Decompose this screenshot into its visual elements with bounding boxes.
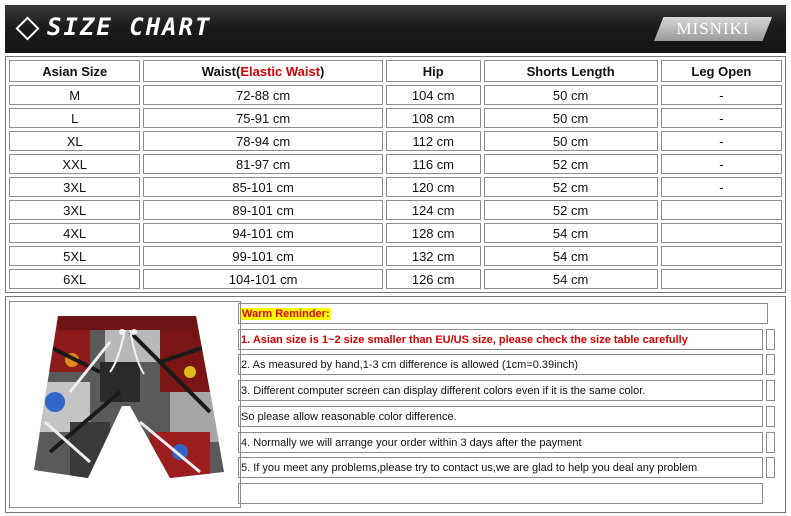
cell-length: 50 cm	[484, 108, 658, 128]
size-table	[5, 56, 786, 293]
header-waist	[143, 60, 382, 82]
reminder-item-text: 3. Different computer screen can display different colors even if it is the same color.	[241, 385, 646, 397]
cell-hip: 104 cm	[386, 85, 481, 105]
cell-waist: 81-97 cm	[143, 154, 382, 174]
cell-hip: 108 cm	[386, 108, 481, 128]
table-row	[9, 200, 782, 220]
table-row	[9, 131, 782, 151]
header-waist-elastic: Elastic Waist	[240, 63, 321, 79]
header-leg-open: Leg Open	[661, 60, 782, 82]
reminder-side-cell	[766, 432, 775, 453]
header-asian-size: Asian Size	[9, 60, 140, 82]
cell-waist: 89-101 cm	[143, 200, 382, 220]
cell-waist: 99-101 cm	[143, 246, 382, 266]
reminder-title: Warm Reminder:	[242, 308, 330, 320]
cell-waist: 94-101 cm	[143, 223, 382, 243]
cell-waist: 104-101 cm	[143, 269, 382, 289]
reminder-header-row	[238, 303, 768, 324]
reminder-item	[238, 354, 763, 375]
header-hip: Hip	[386, 60, 481, 82]
cell-leg-open	[661, 200, 782, 220]
brand-name: MISNIKI	[676, 19, 750, 38]
reminder-item	[238, 406, 763, 427]
reminder-item	[238, 432, 763, 453]
reminder-side-cell	[766, 354, 775, 375]
cell-waist: 85-101 cm	[143, 177, 382, 197]
table-row	[9, 269, 782, 289]
reminder-side-cell	[766, 457, 775, 478]
cell-length: 50 cm	[484, 85, 658, 105]
header-bar	[5, 5, 786, 53]
cell-hip: 132 cm	[386, 246, 481, 266]
cell-hip: 116 cm	[386, 154, 481, 174]
reminder-side-cell	[766, 380, 775, 401]
page-title: SIZE CHART	[47, 13, 212, 41]
cell-leg-open: -	[661, 108, 782, 128]
cell-leg-open: -	[661, 131, 782, 151]
product-photo	[9, 301, 241, 508]
cell-hip: 124 cm	[386, 200, 481, 220]
cell-size: 5XL	[9, 246, 140, 266]
cell-size: 6XL	[9, 269, 140, 289]
cell-hip: 120 cm	[386, 177, 481, 197]
cell-hip: 112 cm	[386, 131, 481, 151]
cell-waist: 78-94 cm	[143, 131, 382, 151]
cell-leg-open: -	[661, 154, 782, 174]
cell-leg-open	[661, 269, 782, 289]
printed-board-shorts-icon	[10, 302, 240, 507]
cell-size: XL	[9, 131, 140, 151]
diamond-icon	[15, 16, 39, 40]
header-shorts-length: Shorts Length	[484, 60, 658, 82]
table-row	[9, 154, 782, 174]
cell-length: 54 cm	[484, 246, 658, 266]
cell-hip: 128 cm	[386, 223, 481, 243]
cell-length: 50 cm	[484, 131, 658, 151]
cell-size: 3XL	[9, 177, 140, 197]
cell-size: L	[9, 108, 140, 128]
cell-length: 52 cm	[484, 154, 658, 174]
header-waist-suffix: )	[320, 63, 325, 79]
reminder-item	[238, 329, 763, 350]
cell-length: 52 cm	[484, 177, 658, 197]
cell-size: M	[9, 85, 140, 105]
cell-waist: 75-91 cm	[143, 108, 382, 128]
cell-waist: 72-88 cm	[143, 85, 382, 105]
reminder-item	[238, 380, 763, 401]
cell-leg-open: -	[661, 177, 782, 197]
table-row	[9, 177, 782, 197]
reminder-item-text: 1. Asian size is 1~2 size smaller than EU/US size, please check the size table carefully	[241, 334, 688, 346]
reminder-item-text: 2. As measured by hand,1-3 cm difference is allowed (1cm=0.39inch)	[241, 359, 579, 371]
reminder-side-cell	[766, 329, 775, 350]
reminder-item	[238, 457, 763, 478]
table-row	[9, 223, 782, 243]
reminder-item-text: 5. If you meet any problems,please try to contact us,we are glad to help you deal any problem	[241, 462, 698, 474]
cell-leg-open	[661, 223, 782, 243]
table-row	[9, 246, 782, 266]
cell-length: 54 cm	[484, 223, 658, 243]
table-row	[9, 108, 782, 128]
reminder-item-text: 4. Normally we will arrange your order within 3 days after the payment	[241, 437, 582, 449]
reminder-item-text: So please allow reasonable color difference.	[241, 411, 457, 423]
cell-length: 54 cm	[484, 269, 658, 289]
header-waist-prefix: Waist(	[201, 63, 241, 79]
cell-size: 3XL	[9, 200, 140, 220]
cell-size: 4XL	[9, 223, 140, 243]
reminder-item	[238, 483, 763, 504]
table-header-row	[9, 60, 782, 82]
table-row	[9, 85, 782, 105]
cell-length: 52 cm	[484, 200, 658, 220]
cell-leg-open: -	[661, 85, 782, 105]
cell-size: XXL	[9, 154, 140, 174]
cell-hip: 126 cm	[386, 269, 481, 289]
cell-leg-open	[661, 246, 782, 266]
reminder-side-cell	[766, 406, 775, 427]
